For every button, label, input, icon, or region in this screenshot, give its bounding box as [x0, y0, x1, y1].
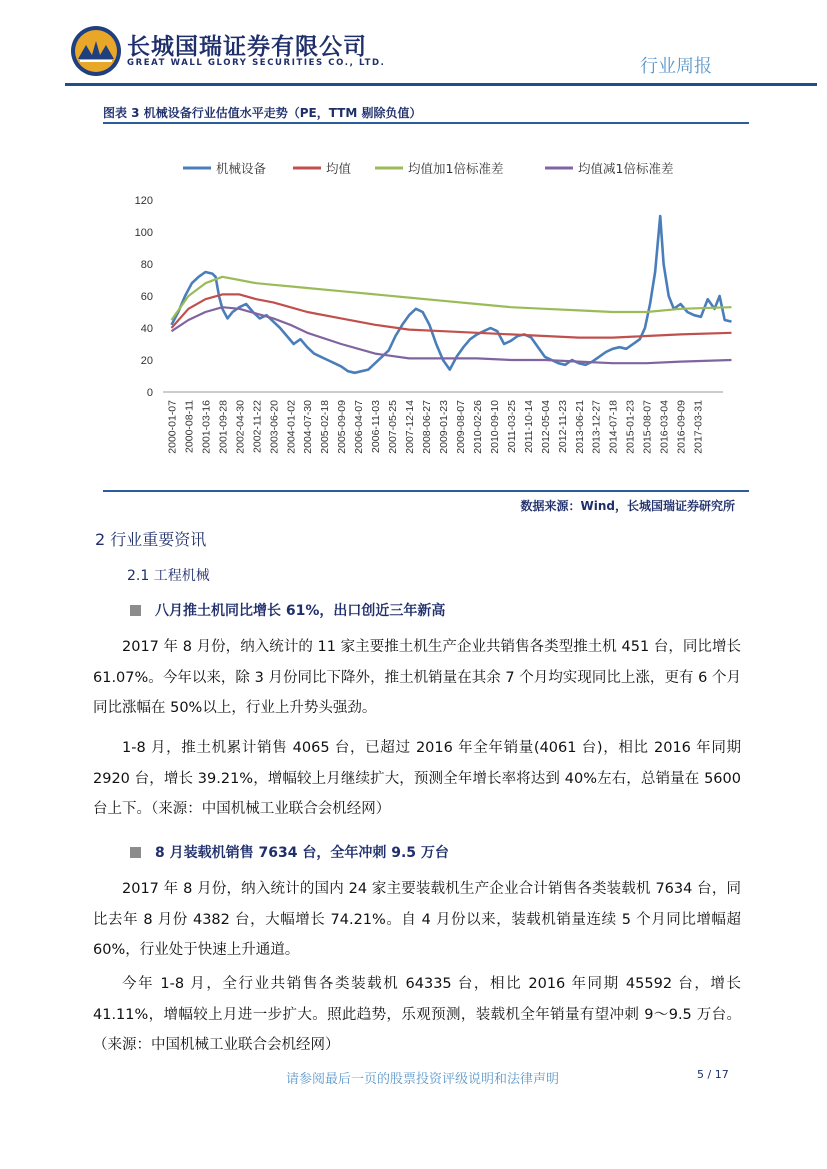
legend-label: 均值加1倍标准差 — [408, 161, 504, 176]
x-tick-label: 2008-06-27 — [421, 400, 434, 454]
news-headline — [130, 842, 449, 862]
news-paragraph: 今年 1-8 月，全行业共销售各类装载机 64335 台，相比 2016 年同期 45592 台，增长 41.11%，增幅较上月进一步扩大。照此趋势，乐观预测，装载机全年销量有望冲刺 9～9.5 万台。（来源：中国机械工业联合会机经网） — [93, 976, 741, 1053]
x-tick-label: 2004-07-30 — [302, 400, 315, 454]
x-tick-label: 2015-01-23 — [624, 400, 637, 454]
x-tick-label: 2009-08-07 — [454, 400, 467, 454]
x-tick-label: 2001-03-16 — [200, 400, 213, 454]
x-tick-label: 2006-04-07 — [353, 400, 366, 454]
x-tick-label: 2007-12-14 — [404, 400, 417, 454]
x-tick-label: 2006-11-03 — [370, 400, 383, 453]
x-tick-label: 2002-04-30 — [234, 400, 247, 454]
x-tick-label: 2000-08-11 — [183, 400, 196, 453]
bullet-square-icon — [130, 605, 141, 616]
figure-top-rule — [103, 122, 749, 124]
bullet-square-icon — [130, 847, 141, 858]
x-tick-label: 2014-07-18 — [607, 400, 620, 454]
company-name-cn: 长城国瑞证券有限公司 — [127, 34, 367, 60]
x-tick-label: 2017-03-31 — [692, 400, 705, 454]
x-tick-label: 2002-11-22 — [251, 400, 264, 453]
x-tick-label: 2009-01-23 — [438, 400, 450, 454]
y-tick-label: 100 — [134, 227, 153, 239]
legend-label: 均值减1倍标准差 — [578, 161, 674, 176]
footer-disclaimer: 请参阅最后一页的股票投资评级说明和法律声明 — [286, 1072, 560, 1087]
x-tick-label: 2010-02-26 — [471, 400, 484, 454]
page-number: 5 / 17 — [697, 1068, 729, 1081]
series-line — [171, 216, 731, 373]
section-heading: 2 行业重要资讯 — [95, 530, 207, 549]
legend-label: 均值 — [326, 161, 352, 176]
news-paragraph: 1-8 月，推土机累计销售 4065 台，已超过 2016 年全年销量(4061 台)，相比 2016 年同期 2920 台，增长 39.21%，增幅较上月继续扩大，预测全年增长率将达到 40%左右，总销量在 5600 台上下。（来源：中国机械工业联合会机经网） — [93, 740, 741, 817]
news-headline-text: 8 月装载机销售 7634 台，全年冲刺 9.5 万台 — [155, 845, 449, 861]
x-tick-label: 2013-06-21 — [573, 400, 586, 454]
company-name-en: GREAT WALL GLORY SECURITIES CO., LTD. — [127, 58, 386, 68]
y-tick-label: 60 — [140, 291, 153, 303]
x-tick-label: 2011-10-14 — [522, 400, 535, 453]
x-tick-label: 2015-08-07 — [641, 400, 654, 454]
x-tick-label: 2000-01-07 — [166, 400, 179, 454]
x-tick-label: 2003-06-20 — [268, 400, 281, 454]
news-headline — [130, 600, 445, 620]
x-tick-label: 2001-09-28 — [217, 400, 230, 454]
figure-title: 图表 3 机械设备行业估值水平走势（PE，TTM 剔除负值） — [103, 106, 422, 120]
news-headline-text: 八月推土机同比增长 61%，出口创近三年新高 — [155, 603, 446, 619]
y-tick-label: 20 — [140, 355, 153, 367]
legend-label: 机械设备 — [216, 161, 267, 176]
news-paragraph: 2017 年 8 月份，纳入统计的 11 家主要推土机生产企业共销售各类型推土机 451 台，同比增长 61.07%。今年以来，除 3 月份同比下降外，推土机销量在其余 7 个月均实现同比上涨，更有 6 个月同比涨幅在 50%以上，行业上升势头强劲。 — [93, 639, 741, 716]
y-tick-label: 80 — [140, 259, 153, 271]
figure-source: 数据来源：Wind，长城国瑞证券研究所 — [520, 499, 735, 513]
y-tick-label: 120 — [134, 195, 153, 207]
x-tick-label: 2007-05-25 — [387, 400, 400, 454]
document-type: 行业周报 — [640, 56, 712, 77]
x-tick-label: 2010-09-10 — [488, 400, 501, 454]
x-tick-label: 2016-03-04 — [658, 400, 671, 454]
header-divider — [65, 83, 817, 86]
valuation-chart — [103, 150, 749, 485]
figure-bottom-rule — [103, 490, 749, 492]
x-tick-label: 2004-01-02 — [285, 400, 298, 454]
x-tick-label: 2005-09-09 — [336, 400, 349, 454]
x-tick-label: 2016-09-09 — [675, 400, 688, 454]
subsection-heading: 2.1 工程机械 — [127, 568, 210, 584]
x-tick-label: 2012-05-04 — [539, 400, 552, 454]
x-tick-label: 2005-02-18 — [319, 400, 332, 454]
company-logo — [70, 25, 122, 77]
x-tick-label: 2013-12-27 — [590, 400, 603, 454]
x-tick-label: 2012-11-23 — [556, 399, 569, 453]
y-tick-label: 40 — [140, 323, 153, 335]
y-tick-label: 0 — [146, 387, 153, 399]
x-tick-label: 2011-03-25 — [505, 400, 518, 453]
news-paragraph: 2017 年 8 月份，纳入统计的国内 24 家主要装载机生产企业合计销售各类装载机 7634 台，同比去年 8 月份 4382 台，大幅增长 74.21%。自 4 月份以来，装载机销量连续 5 个月同比增幅超 60%，行业处于快速上升通道。 — [93, 881, 741, 958]
